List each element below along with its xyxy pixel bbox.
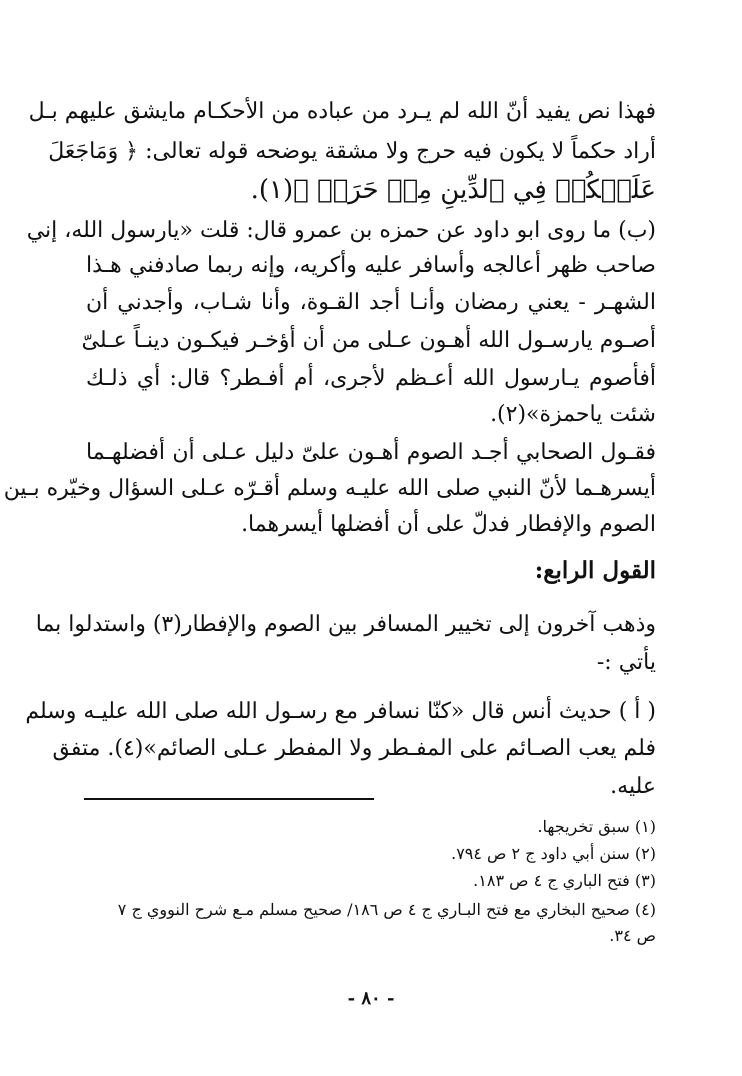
section-heading: القول الرابع: <box>534 557 656 584</box>
body-line: شئت ياحمزة»(٢). <box>490 402 656 427</box>
body-line: الشهـر - يعني رمضان وأنـا أجد القـوة، وأنا شـاب، وأجدني أن <box>86 290 656 315</box>
body-line: أصـوم يارسـول الله أهـون عـلى من أن أؤخـر فيكـون دينـاً عـلىّ <box>81 328 656 353</box>
footnote: (٤) صحيح البخاري مع فتح البـاري ج ٤ ص ١٨٦/ صحيح مسلم مـع شرح النووي ج ٧ <box>117 900 656 919</box>
body-line: الصوم والإفطار فدلّ على أن أفضلها أيسرهما. <box>241 512 656 537</box>
body-line: أيسرهـما لأنّ النبي صلى الله عليـه وسلم أقـرّه عـلى السؤال وخيّره بـين <box>3 476 656 501</box>
footnote: (١) سبق تخريجها. <box>537 817 656 836</box>
page-number: - ٨٠ - <box>347 988 395 1009</box>
body-line: عليه. <box>610 774 656 799</box>
footnote-divider <box>84 798 374 800</box>
body-line: فقـول الصحابي أجـد الصوم أهـون علىّ دليل عـلى أن أفضلهـما <box>86 440 656 465</box>
body-line: (ب) ما روى ابو داود عن حمزه بن عمرو قال: قلت «يارسول الله، إني <box>26 218 656 243</box>
footnote: (٣) فتح الباري ج ٤ ص ١٨٣. <box>473 871 656 890</box>
body-line: صاحب ظهر أعالجه وأسافر عليه وأكريه، وإنه ربما صادفني هـذا <box>86 253 656 278</box>
body-line: وذهب آخرون إلى تخيير المسافر بين الصوم والإفطار(٣) واستدلوا بما <box>35 612 656 637</box>
quran-verse-line: عَلَيۡكُمۡ فِي ٱلدِّينِ مِنۡ حَرَجٖ ﴾(١). <box>250 175 656 205</box>
footnote: ص ٣٤. <box>609 926 656 945</box>
body-line: أراد حكماً لا يكون فيه حرج ولا مشقة يوضحه قوله تعالى: ﴿ وَمَاجَعَلَ <box>48 139 656 164</box>
body-line: يأتي :- <box>596 650 656 675</box>
footnote: (٢) سنن أبي داود ج ٢ ص ٧٩٤. <box>451 844 656 863</box>
body-line: فلم يعب الصـائم على المفـطر ولا المفطر عـلى الصائم»(٤). متفق <box>52 736 656 761</box>
body-line: فهذا نص يفيد أنّ الله لم يـرد من عباده من الأحكـام مايشق عليهم بـل <box>28 99 656 124</box>
body-line: ( أ ) حديث أنس قال «كنّا نسافر مع رسـول الله صلى الله عليـه وسلم <box>25 699 656 724</box>
body-line: أفأصوم يـارسول الله أعـظم لأجرى، أم أفـطر؟ قال: أي ذلـك <box>86 366 656 391</box>
